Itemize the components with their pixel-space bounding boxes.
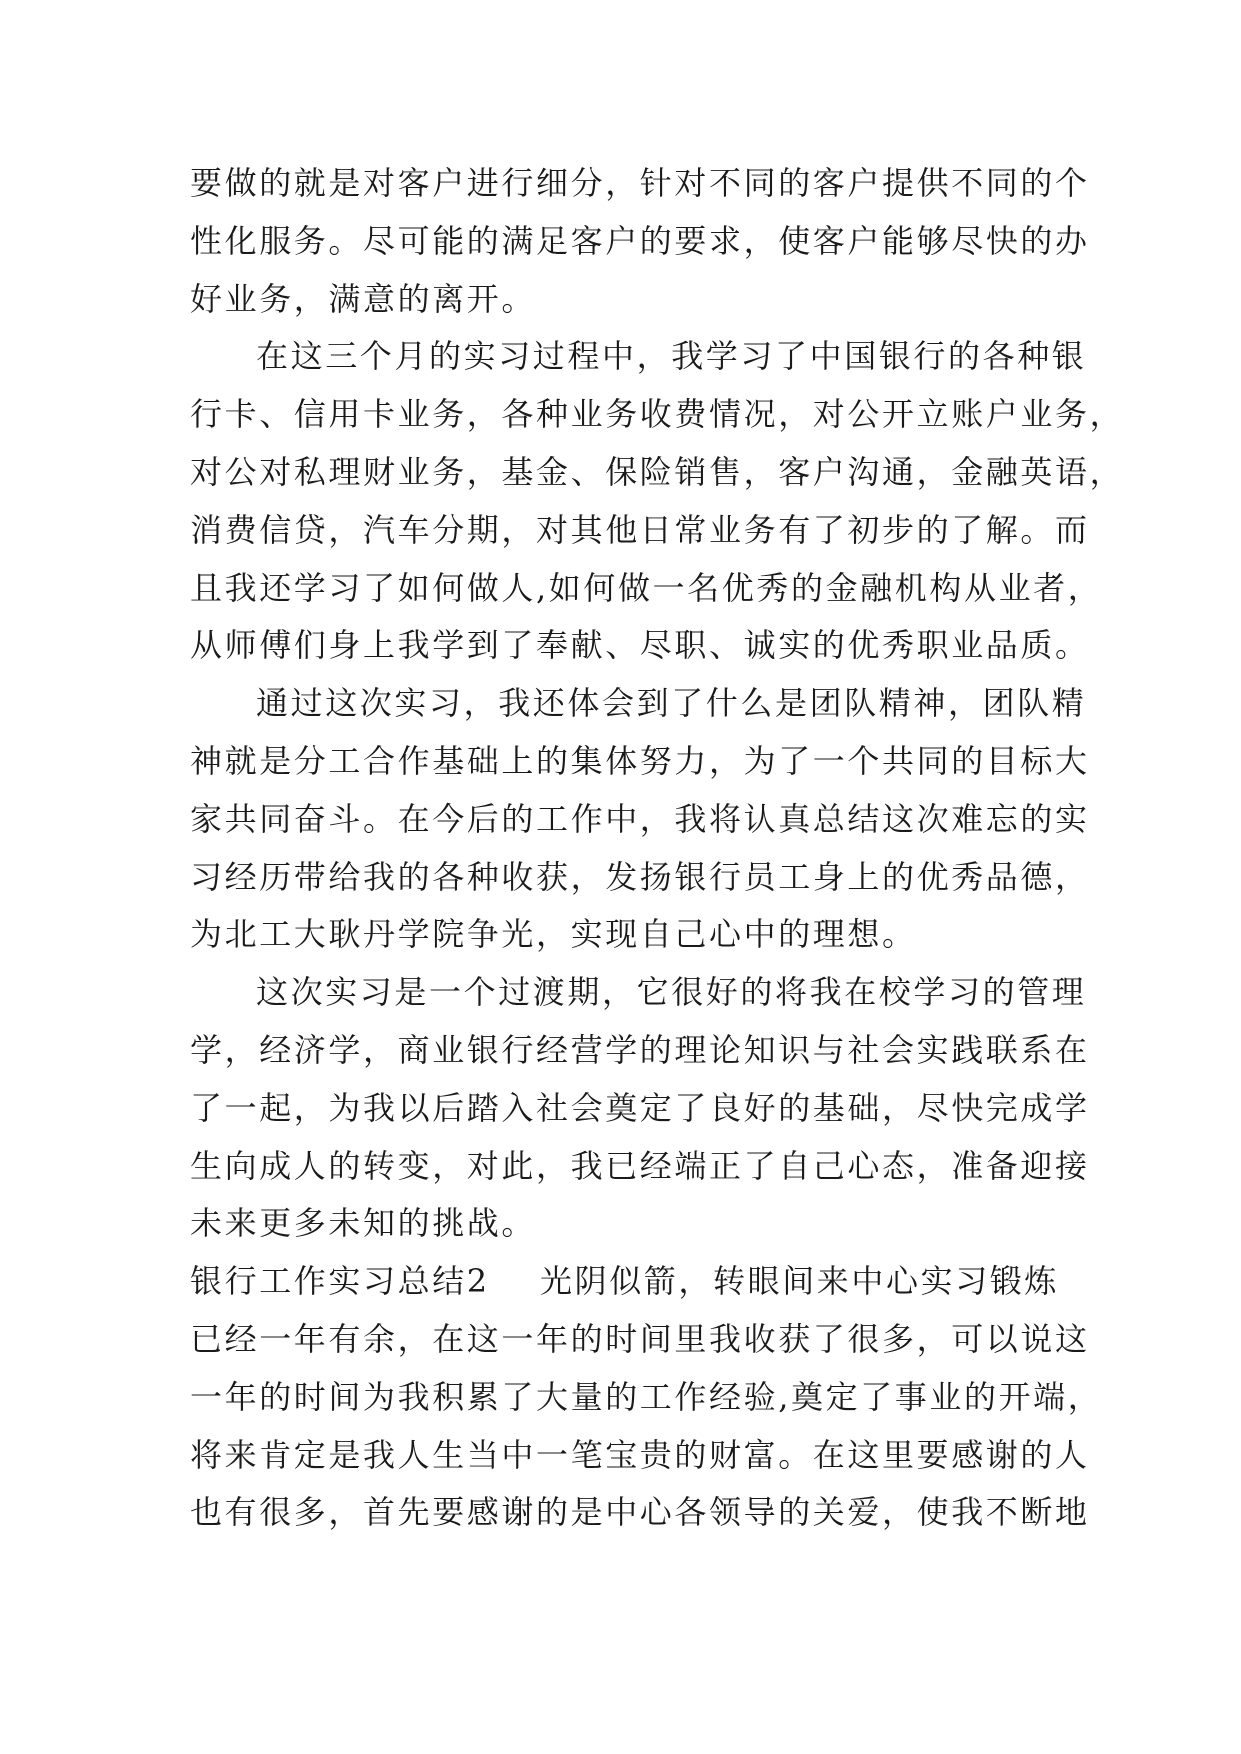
text-line: 行卡、信用卡业务，各种业务收费情况，对公开立账户业务， bbox=[190, 395, 1125, 434]
text-line: 消费信贷，汽车分期，对其他日常业务有了初步的了解。而 bbox=[190, 510, 1090, 549]
text-line: 神就是分工合作基础上的集体努力，为了一个共同的目标大 bbox=[190, 741, 1090, 780]
text-line: 习经历带给我的各种收获，发扬银行员工身上的优秀品德， bbox=[190, 857, 1090, 896]
text-line: 对公对私理财业务，基金、保险销售，客户沟通，金融英语， bbox=[190, 452, 1125, 491]
paragraph-first-line: 在这三个月的实习过程中，我学习了中国银行的各种银 bbox=[256, 337, 1087, 376]
text-line: 从师傅们身上我学到了奉献、尽职、诚实的优秀职业品质。 bbox=[190, 626, 1090, 665]
text-line: 且我还学习了如何做人,如何做一名优秀的金融机构从业者， bbox=[190, 568, 1103, 607]
text-line: 要做的就是对客户进行细分，针对不同的客户提供不同的个 bbox=[190, 164, 1090, 202]
text-line: 家共同奋斗。在今后的工作中，我将认真总结这次难忘的实 bbox=[190, 799, 1090, 838]
text-line: 一年的时间为我积累了大量的工作经验,奠定了事业的开端， bbox=[190, 1377, 1103, 1416]
text-line: 未来更多未知的挑战。 bbox=[190, 1204, 537, 1243]
text-line: 生向成人的转变，对此，我已经端正了自己心态，准备迎接 bbox=[190, 1146, 1090, 1185]
paragraph-first-line: 通过这次实习，我还体会到了什么是团队精神，团队精 bbox=[256, 684, 1087, 723]
text-line: 已经一年有余，在这一年的时间里我收获了很多，可以说这 bbox=[190, 1319, 1090, 1358]
text-line: 性化服务。尽可能的满足客户的要求，使客户能够尽快的办 bbox=[190, 221, 1090, 260]
text-line: 为北工大耿丹学院争光，实现自己心中的理想。 bbox=[190, 915, 917, 954]
section-2-title: 银行工作实习总结2 bbox=[190, 1262, 490, 1301]
text-line: 也有很多，首先要感谢的是中心各领导的关爱，使我不断地 bbox=[190, 1493, 1090, 1532]
document-body bbox=[190, 155, 1125, 1542]
text-line: 将来肯定是我人生当中一笔宝贵的财富。在这里要感谢的人 bbox=[190, 1435, 1090, 1474]
section-2-first-line: 光阴似箭，转眼间来中心实习锻炼 bbox=[540, 1262, 1060, 1301]
text-line: 好业务，满意的离开。 bbox=[190, 279, 537, 318]
text-line: 学，经济学，商业银行经营学的理论知识与社会实践联系在 bbox=[190, 1030, 1090, 1069]
section-2-heading-line bbox=[190, 1253, 1070, 1311]
text-line: 了一起，为我以后踏入社会奠定了良好的基础，尽快完成学 bbox=[190, 1088, 1090, 1127]
paragraph-first-line: 这次实习是一个过渡期，它很好的将我在校学习的管理 bbox=[256, 973, 1087, 1012]
